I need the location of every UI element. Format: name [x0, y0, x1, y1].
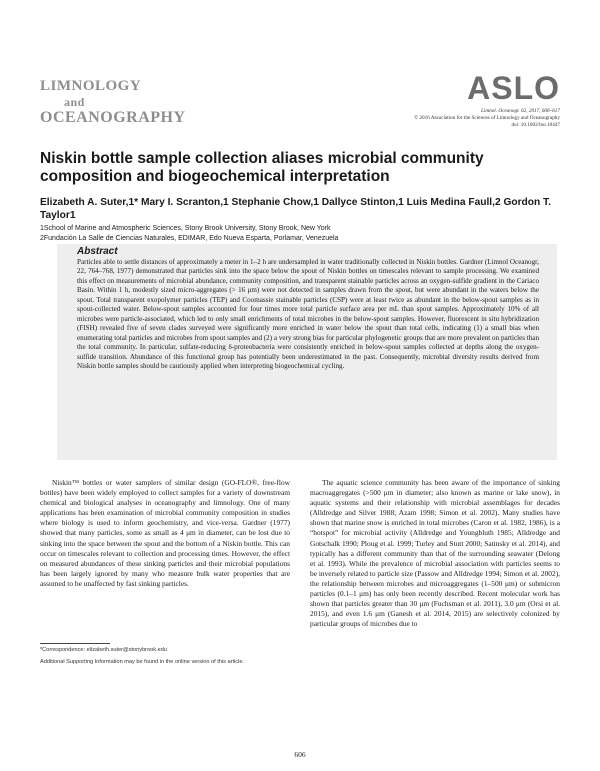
- body-column-right: [310, 478, 560, 629]
- body-column-left: [40, 478, 290, 589]
- journal-line-3: OCEANOGRAPHY: [40, 109, 186, 126]
- citation-block: [330, 108, 560, 129]
- citation-line-1: Limnol. Oceanogr. 62, 2017, 606–617: [481, 108, 560, 114]
- body-paragraph: The aquatic science community has been aware of the importance of sinking macroaggregates (>500 μm in diameter; also known as marine or lake snow), in aquatic systems and their relationship with microbial assemblages for decades (Alldredge and Silver 1988; Azam 1998; Simon et al. 2002). Many studies have shown that marine snow is enriched in total microbes (Caron et al. 1982, 1986), is a “hotspot” for microbial activity (Alldredge and Youngbluth 1985; Alldredge and Gotschalk 1990; Ploug et al. 1999; Turley and Stutt 2000; Satinsky et al. 2014), and typically has a different community than that of the surrounding seawater (Delong et al. 1993). While the prevalence of microbial association with particles seems to be inversely related to particle size (Passow and Alldredge 1994; Simon et al. 2002), the relationship between microbes and microaggregates (1–500 μm) or submicron particles (0.1–1 μm) has only been recently described. Recent molecular work has shown that particles greater than 30 μm (Fuchsman et al. 2011), 3.0 μm (Orsi et al. 2015), and even 1.6 μm (Ganesh et al. 2014, 2015) are selectively colonized by particular groups of microbes due to: [310, 478, 560, 629]
- journal-line-1: LIMNOLOGY: [40, 78, 142, 94]
- abstract-heading: Abstract: [77, 246, 118, 257]
- footnotes: [40, 646, 290, 667]
- correspondence-note: *Correspondence: elizabeth.suter@stonybrook.edu: [40, 647, 167, 653]
- supporting-info-note: Additional Supporting Information may be found in the online version of this article.: [40, 659, 244, 665]
- affiliation-2: 2Fundación La Salle de Ciencias Naturales, EDIMAR, Edo Nueva Esparta, Porlamar, Venezuela: [40, 235, 339, 242]
- article-title: Niskin bottle sample collection aliases microbial community composition and biogeochemical interpretation: [40, 150, 484, 185]
- citation-line-2: © 2016 Association for the Sciences of Limnology and Oceanography: [414, 115, 560, 121]
- footnote-divider: [40, 643, 110, 644]
- page-number: 606: [294, 750, 306, 759]
- abstract-text: Particles able to settle distances of approximately a meter in 1–2 h are undersampled in water traditionally collected in Niskin bottles. Gardner (Limnol Oceanogr, 22, 764–768, 1977) demonstrated that particles sink into the space below the spout of Niskin bottles on timescales relevant to sample processing. We examined this effect on measurements of microbial abundance, community composition, and transparent stainable particles across an oxygen-sulfide gradient in the Cariaco Basin. Within 1 h, modestly sized micro-aggregates (> 16 μm) were not detected in samples drawn from the spout, but were abundant in the waters below the spout. Total transparent exopolymer particles (TEP) and Coomassie stainable particles (CSP) were at least twice as abundant in the below-spout samples as in spout-collected water. Below-spout samples accounted for four times more total particle surface area per mL than spout samples. Approximately 10% of all microbes were particle-associated, which led to only small enrichments of total microbes in the below-spout samples. However, fluorescent in situ hybridization (FISH) revealed five of seven clades surveyed were significantly more enriched in water below the spout than total cells, indicating (1) a small bias when enumerating total particles and microbes from spout samples and (2) a very strong bias for particular phylogenetic groups that are more prevalent on particles than the total community. In particular, sulfate-reducing δ-proteobacteria were consistently enriched in below-spout samples collected at depths along the oxygen-sulfide transition. Abundance of this functional group has potentially been underestimated in the past. Consequently, microbial diversity results derived from Niskin bottle samples should be cautiously applied when interpreting biogeochemical cycling.: [77, 258, 539, 370]
- doi: doi: 10.1002/lno.10447: [511, 122, 560, 128]
- affiliation-1: 1School of Marine and Atmospheric Sciences, Stony Brook University, Stony Brook, New York: [40, 225, 331, 232]
- body-paragraph: Niskin™ bottles or water samplers of similar design (GO-FLO®, free-flow bottles) have been widely employed to collect samples for a variety of downstream chemical and biological analyses in oceanography and limnology. One of many applications has been examination of microbial community composition in studies where biology is used to inform geochemistry, and vice-versa. Gardner (1977) showed that many particles, some as small as 4 μm in diameter, can be lost due to sinking into the space between the spout and the bottom of a Niskin bottle. This can occur on timescales relevant to collection and processing times. However, the effect on measured abundances of these sinking particles and their microbial populations has been largely ignored by many who measure bulk water properties that are assumed to be unaffected by fast sinking particles.: [40, 478, 290, 588]
- aslo-logo: ASLO: [467, 70, 560, 106]
- journal-name: [40, 78, 186, 126]
- journal-line-2: and: [64, 95, 85, 109]
- author-list: Elizabeth A. Suter,1* Mary I. Scranton,1 Stephanie Chow,1 Dallyce Stinton,1 Luis Medina Faull,2 Gordon T. Taylor1: [40, 197, 551, 221]
- affiliations: [40, 224, 560, 244]
